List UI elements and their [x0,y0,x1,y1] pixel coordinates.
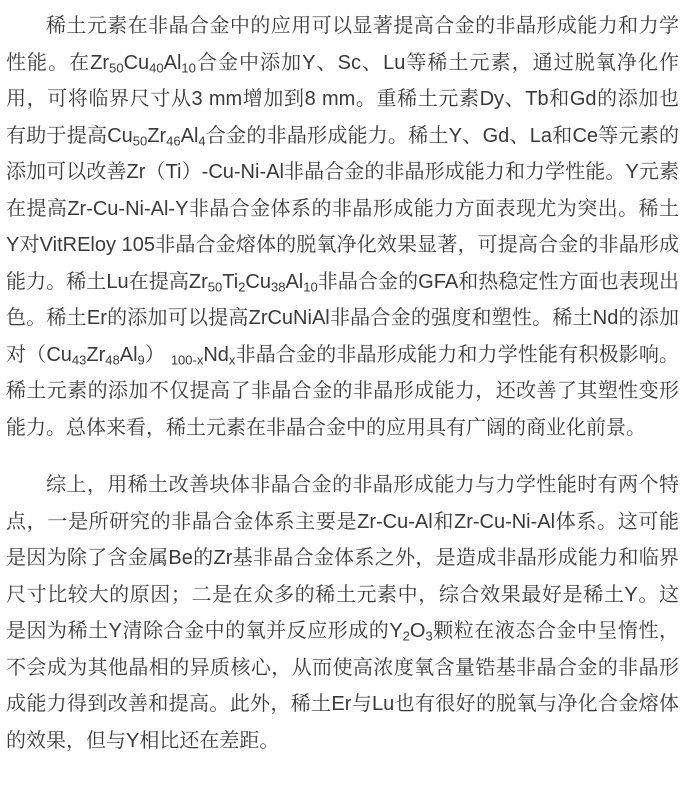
formula-subscript: 100-x [170,351,204,367]
formula-subscript: 2 [238,278,246,294]
formula-subscript: 9 [137,351,145,367]
formula-subscript: 10 [181,59,196,75]
formula-subscript: 38 [271,278,286,294]
document-body [6,8,679,759]
formula-subscript: 43 [71,351,87,367]
formula-subscript: 40 [149,59,164,75]
formula-subscript: 50 [132,132,148,148]
formula-subscript: 3 [425,628,433,644]
formula-subscript: 50 [207,278,223,294]
formula-subscript: 48 [105,351,120,367]
formula-subscript: 4 [198,132,206,148]
paragraph-1: 稀土元素在非晶合金中的应用可以显著提高合金的非晶形成能力和力学性能。在$Zr_{50}Cu_{40}Al_{10}$合金中添加Y、Sc、Lu等稀土元素，通过脱氧净化作用，可将临界尺寸从3 mm增加到8 mm。重稀土元素Dy、Tb和Gd的添加也有助于提高$Cu_{50}Zr_{46}Al_4$合金的非晶形成能力。稀土Y、Gd、La和Ce等元素的添加可以改善Zr（Ti）-Cu-Ni-Al非晶合金的非晶形成能力和力学性能。Y元素在提高Zr-Cu-Ni-Al-Y非晶合金体系的非晶形成能力方面表现尤为突出。稀土Y对VitREloy 105非晶合金熔体的脱氧净化效果显著，可提高合金的非晶形成能力。稀土Lu在提高$Zr_{50}Ti_2Cu_{38}Al_{10}$非晶合金的GFA和热稳定性方面也表现出色。稀土Er的添加可以提高ZrCuNiAl非晶合金的强度和塑性。稀土Nd的添加对$(Cu_{43}Zr_{48}Al_9)$ $_{100-x}Nd_x$非晶合金的非晶形成能力和力学性能有积极影响。稀土元素的添加不仅提高了非晶合金的非晶形成能力，还改善了其塑性变形能力。总体来看，稀土元素在非晶合金中的应用具有广阔的商业化前景。 [6,15,680,439]
formula-subscript: 10 [303,278,318,294]
paragraph-2: 综上，用稀土改善块体非晶合金的非晶形成能力与力学性能时有两个特点，一是所研究的非晶合金体系主要是Zr-Cu-Al和Zr-Cu-Ni-Al体系。这可能是因为除了含金属Be的Zr基非晶合金体系之外，是造成非晶形成能力和临界尺寸比较大的原因；二是在众多的稀土元素中，综合效果最好是稀土Y。这是因为稀土Y清除合金中的氧并反应形成的$Y_2O_3$颗粒在液态合金中呈惰性，不会成为其他晶相的异质核心，从而使高浓度氧含量锆基非晶合金的非晶形成能力得到改善和提高。此外，稀土Er与Lu也有很好的脱氧与净化合金熔体的效果，但与Y相比还在差距。 [6,474,680,752]
formula-subscript: x [228,351,236,367]
formula-subscript: 46 [166,132,181,148]
formula-subscript: 50 [109,59,124,75]
formula-subscript: 2 [402,628,410,644]
